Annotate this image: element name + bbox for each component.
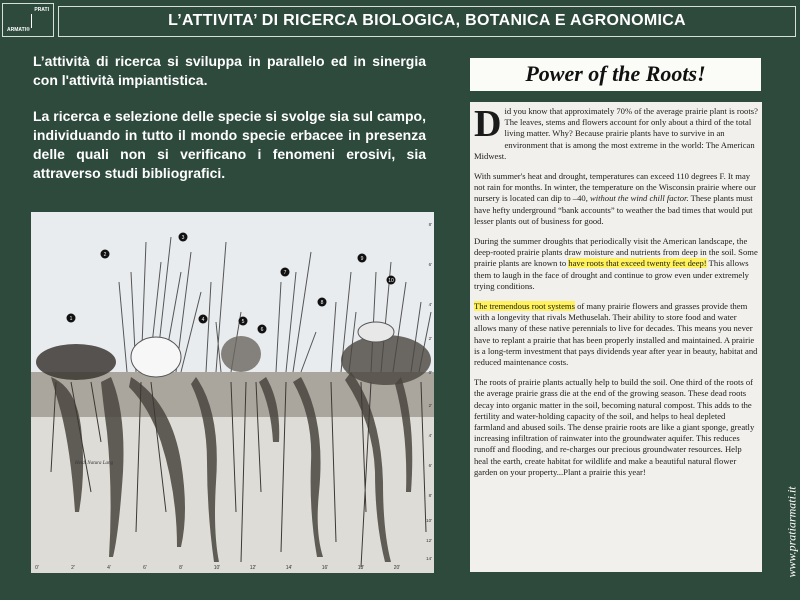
artist-signature: Heidi Natura Lang (75, 461, 114, 466)
highlighted-text: The tremendous root systems (474, 301, 575, 312)
article-emphasis: without the wind chill factor. (590, 193, 689, 204)
roots-drawing (31, 212, 434, 573)
scale-tick: 2' (428, 336, 432, 341)
scale-tick: 20' (393, 565, 401, 571)
scale-tick: 2' (71, 565, 75, 571)
logo-text-bottom: ARMATI® (7, 27, 30, 33)
marker-label-8: 8 (320, 300, 324, 306)
article-text: id you know that approximately 70% of the average prairie plant is roots? The leaves, stems and flowers account for only about a third of the total living matter. Why? Because prairie plants have to survive in an environment that is among the most extreme in the world: The American Midwest. (474, 106, 758, 161)
scale-tick: 6' (143, 565, 147, 571)
marker-label-10: 10 (388, 278, 394, 284)
scale-tick: 0' (428, 370, 432, 375)
website-link-area (777, 425, 799, 585)
scale-tick: 4' (107, 565, 111, 571)
scale-tick: 6' (428, 262, 432, 267)
scale-tick: 4' (428, 433, 432, 438)
scale-tick: 16' (321, 565, 329, 571)
marker-label-3: 3 (181, 235, 185, 241)
scale-tick: 8' (428, 222, 432, 227)
scale-tick: 8' (428, 493, 432, 498)
website-url[interactable]: www.pratiarmati.it (784, 486, 799, 578)
scale-tick: 6' (428, 463, 432, 468)
marker-label-5: 5 (241, 319, 245, 325)
scale-tick: 4' (428, 302, 432, 307)
article-text: This allows them to laugh in the face of drought and continue to grow even under extremely trying conditions. (474, 258, 749, 291)
scale-tick: 14' (426, 556, 432, 561)
article-text: During the summer droughts that periodically visit the American landscape, the deep-rooted prairie plants draw moisture and nutrients from deep in the soil. Some prairie plants are known to (474, 236, 758, 269)
drop-cap: D (474, 103, 502, 145)
article-text: With summer's heat and drought, temperatures can exceed 110 degrees F. It may not rain for months. In winter, the temperature on the Wisconsin prairie where our nursery is located can dip to –40, (474, 171, 756, 204)
article-paragraph (474, 171, 758, 227)
prairie-roots-illustration (31, 212, 434, 573)
article-body (474, 103, 758, 487)
scale-tick: 12' (426, 538, 432, 543)
article-text: These plants must have hefty underground “bank accounts” to weather the bad times that would put lesser plants out of business for good. (474, 193, 753, 226)
article-heading: Power of the Roots! (525, 61, 706, 86)
marker-label-4: 4 (201, 317, 205, 323)
page-title: L’ATTIVITA’ DI RICERCA BIOLOGICA, BOTANICA E AGRONOMICA (168, 12, 686, 29)
marker-label-1: 1 (69, 316, 73, 322)
scale-tick: 10' (426, 518, 432, 523)
logo-text-top: PRATI (34, 7, 49, 13)
article-paragraph (474, 103, 758, 162)
highlighted-text: have roots that exceed twenty feet deep! (568, 258, 707, 269)
article-text: of many prairie flowers and grasses provide them with a longevity that rivals Methuselah. Their ability to store food and water allows many of these native perennials to live for decades. This means you never have to replant a prairie that has been properly installed and maintained. A prairie is a long-term investment that pays dividends year after year in beauty, habitat and reduced maintenance costs. (474, 301, 758, 368)
title-bar (58, 6, 796, 37)
prati-armati-logo (2, 3, 54, 37)
article-paragraph (474, 236, 758, 292)
logo-bar (31, 14, 32, 28)
scale-tick: 14' (285, 565, 293, 571)
marker-label-6: 6 (260, 327, 264, 333)
intro-paragraph: L’attività di ricerca si sviluppa in parallelo ed in sinergia con l'attività impiantistica. (33, 53, 426, 88)
scale-tick: 0' (35, 565, 39, 571)
marker-label-7: 7 (283, 270, 287, 276)
scale-tick: 8' (179, 565, 183, 571)
article-paragraph (474, 301, 758, 368)
scale-tick: 2' (428, 403, 432, 408)
scale-tick: 10' (213, 565, 221, 571)
article-panel (470, 102, 762, 572)
article-heading-box (470, 58, 761, 91)
marker-label-2: 2 (103, 252, 107, 258)
scale-tick: 12' (249, 565, 257, 571)
article-paragraph: The roots of prairie plants actually help to build the soil. One third of the roots of the average prairie grass die at the end of the growing season. These dead roots decay into organic matter in the soil, becoming natural compost. This adds to the fertility and water-holding capacity of the soil, and helps to heal depleted farmland and abused soils. The dense prairie roots are like a giant sponge, greatly increasing infiltration of rainwater into the groundwater aquifer. This reduces runoff and flooding, and re-charges our precious groundwater resources. Help heal the earth, create habitat for wildlife and make a beautiful natural flower garden on your property...Plant a prairie this year! (474, 377, 755, 477)
research-paragraph: La ricerca e selezione delle specie si svolge sia sul campo, individuando in tutto il mondo specie erbacee in presenza delle quali non si verificano i fenomeni erosivi, sia attraverso studi bibliografici. (33, 108, 426, 181)
scale-tick: 18' (357, 565, 365, 571)
marker-label-9: 9 (360, 256, 364, 262)
